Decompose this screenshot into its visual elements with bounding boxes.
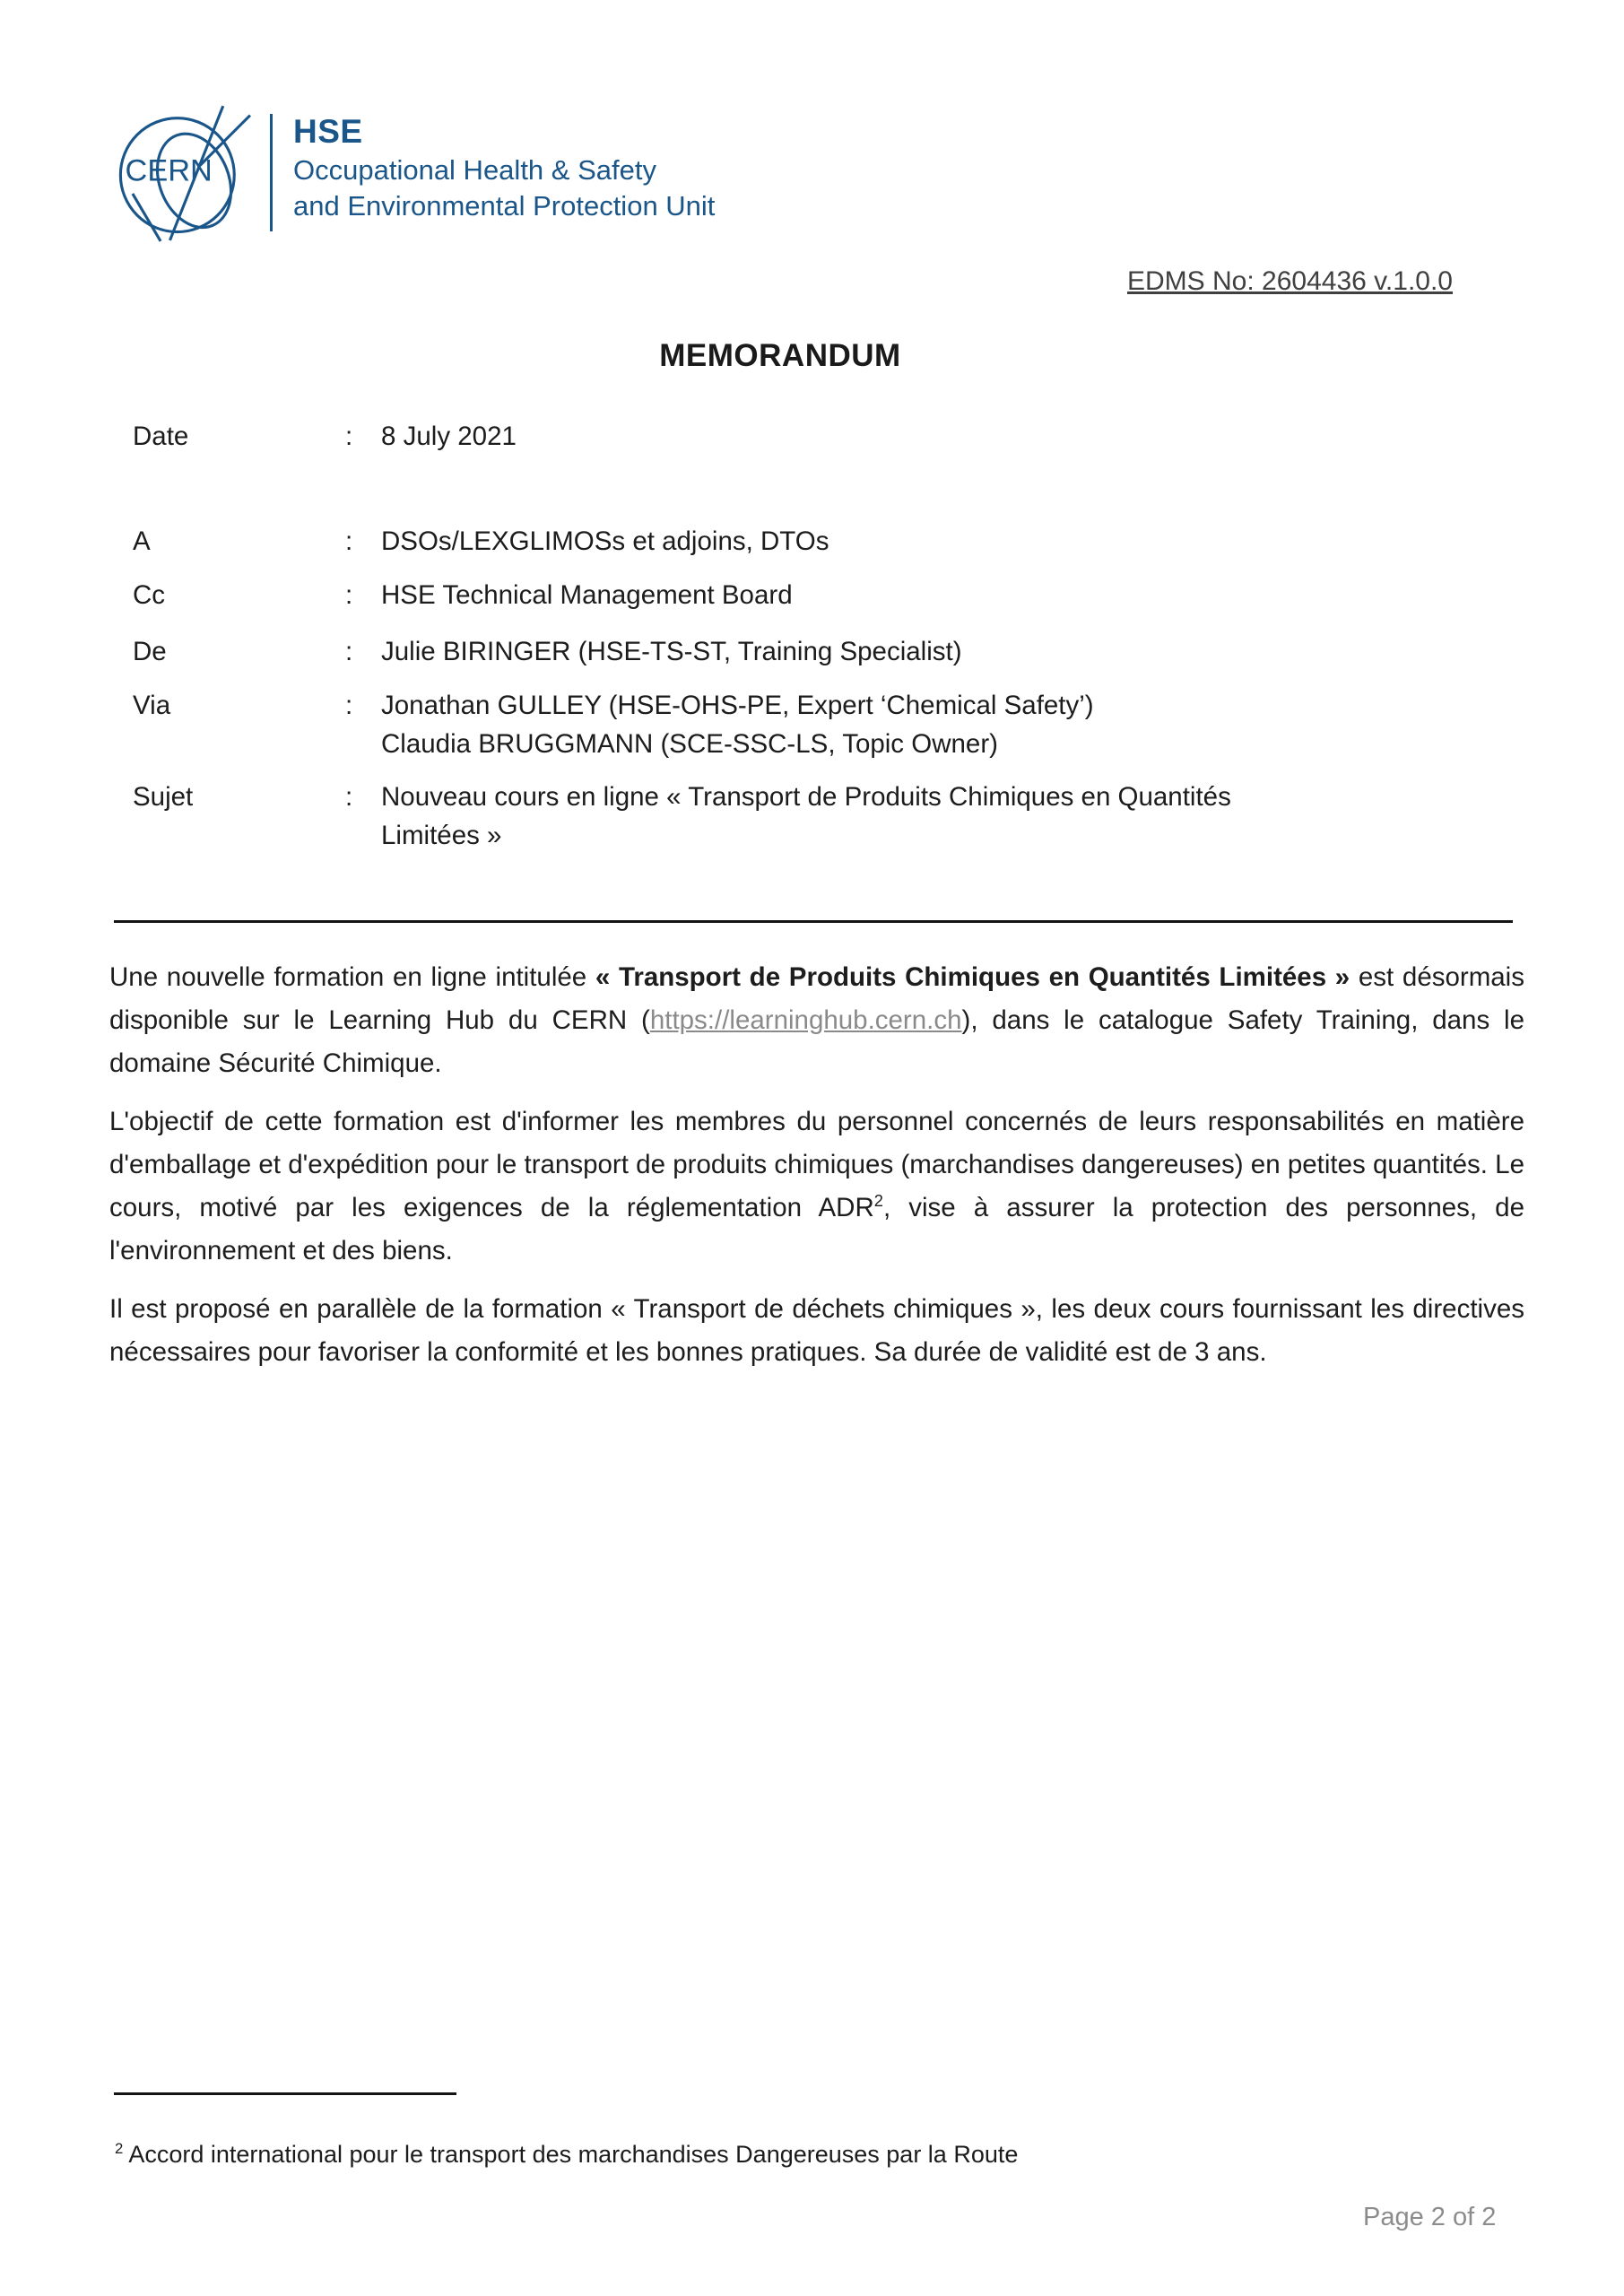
cern-logo [111,102,253,242]
field-colon: : [345,782,353,812]
field-colon: : [345,422,353,451]
logo-line-bottom [133,194,161,241]
field-label-subject: Sujet [133,782,194,812]
field-label-cc: Cc [133,580,166,610]
p1-text: ), dans le catalogue Safety Training, dans le domaine Sécurité Chimique. [109,1005,1524,1078]
field-label-from: De [133,637,167,666]
memo-title: MEMORANDUM [659,338,901,373]
field-colon: : [345,691,353,720]
header-divider [270,114,273,231]
page-number: Page 2 of 2 [1363,2203,1497,2231]
field-colon: : [345,580,353,610]
org-name-line2: and Environmental Protection Unit [293,190,716,222]
p2-text: L'objectif de cette formation est d'informer les membres du personnel concernés de leurs responsabilités en matière d'emballage et d'expédition pour le transport de produits chimiques (marchandises dangereuses) en petites quantités. Le cours, motivé par les exigences de la réglementation ADR [109,1107,1524,1222]
org-name-line1: Occupational Health & Safety [293,154,656,186]
footnote-number-superscript: 2 [115,2140,124,2157]
paragraph-objective [109,1100,1524,1273]
via-line1: Jonathan GULLEY (HSE-OHS-PE, Expert ‘Chemical Safety’) [381,691,1094,720]
memo-body [109,956,1524,1389]
p1-text: Une nouvelle formation en ligne intitulée [109,962,595,992]
p1-text: est désormais disponible sur le Learning Hub du CERN ( [109,962,1524,1035]
field-row-to [133,522,1524,561]
via-line2: Claudia BRUGGMANN (SCE-SSC-LS, Topic Owner) [381,729,998,759]
field-label-via: Via [133,691,171,720]
field-row-date [133,417,1524,456]
footnote [115,2138,1018,2170]
org-block [293,110,715,224]
footnote-separator-rule [114,2092,456,2095]
field-value-subject [381,778,1524,855]
field-colon: : [345,526,353,556]
subject-line2: Limitées » [381,821,502,850]
paragraph-intro [109,956,1524,1085]
logo-cern-text: CERN [125,153,213,188]
footnote-text: Accord international pour le transport des marchandises Dangereuses par la Route [123,2141,1019,2168]
field-label-date: Date [133,422,189,451]
learninghub-link[interactable]: https://learninghub.cern.ch [649,1005,962,1035]
footnote-marker-superscript: 2 [873,1191,883,1211]
field-row-cc [133,576,1524,614]
field-value-cc: HSE Technical Management Board [381,580,793,610]
org-abbreviation: HSE [293,113,363,150]
p2-text: , vise à assurer la protection des personnes, de l'environnement et des biens. [109,1193,1524,1265]
field-value-date: 8 July 2021 [381,422,517,451]
field-row-subject [133,778,1524,855]
field-value-from: Julie BIRINGER (HSE-TS-ST, Training Specialist) [381,637,962,666]
field-value-to: DSOs/LEXGLIMOSs et adjoins, DTOs [381,526,829,556]
field-row-via [133,686,1524,763]
p1-bold-course-title: « Transport de Produits Chimiques en Quantités Limitées » [595,962,1350,992]
header-separator-rule [114,920,1513,923]
field-value-via [381,686,1524,763]
subject-line1: Nouveau cours en ligne « Transport de Produits Chimiques en Quantités [381,782,1231,812]
paragraph-parallel-course: Il est proposé en parallèle de la formation « Transport de déchets chimiques », les deux cours fournissant les directives nécessaires pour favoriser la conformité et les bonnes pratiques. Sa durée de validité est de 3 ans. [109,1294,1524,1367]
field-row-from [133,632,1524,671]
field-label-to: A [133,526,151,556]
edms-reference-link[interactable]: EDMS No: 2604436 v.1.0.0 [1127,266,1453,296]
field-colon: : [345,637,353,666]
